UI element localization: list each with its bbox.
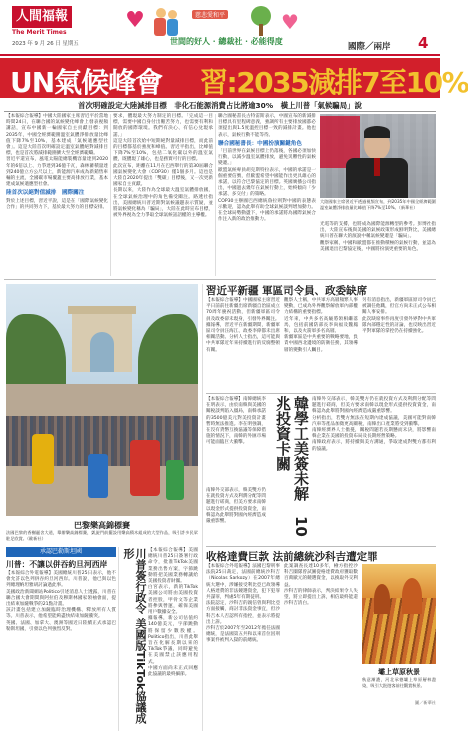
korea-p2: 南韓外交部表示，韓美雙方仍在就投資方式及利潤分配等問題進行磋商，但美方要求南韓以現金形式提供投資資金，南韓認為此舉將對國內經濟造成嚴重影響。 <box>312 397 436 415</box>
sarkozy-p5: 沙科吉的律師表示，判決結果令人失望，將立即提出上訴，相信最終能還沙科吉清白。 <box>284 588 358 607</box>
tiktok-body <box>148 548 198 730</box>
military-headline: 習近平新疆 軍區司令員、政委缺席 <box>206 285 368 297</box>
heart-icon-right: ♥ <box>281 10 299 34</box>
lead-col-2 <box>113 114 213 276</box>
sarkozy-p2: 法院認定，沙科吉的親信曾與利比亞方面接觸，商討非法資金事宜，但沙科吉本人否認所有指控，並表示將提出上訴。 <box>206 601 280 625</box>
paris-photo <box>6 284 198 516</box>
trump-label-text: 承認巴勒斯坦國 <box>39 548 82 555</box>
trump-body <box>6 571 116 731</box>
banner-slogan: 世間的好人 · 總裁社 · 必能得度 <box>170 36 283 46</box>
military-p2: 據報導，習近平在新疆期間，新疆軍區司令員汪海江、政委李偉都未出席相關活動。分析人士指出，這可能與中共軍隊近年來持續進行的反腐整頓有關。 <box>206 322 280 353</box>
military-col-1 <box>206 298 280 390</box>
headline-right: 習:2035減排7至10% <box>200 66 468 99</box>
masthead-rule <box>0 54 440 56</box>
lead-p1: 【本報綜合報導】中國大陸國家主席習近平於當地時間24日，在聯合國的氣候變化峰會上發表視頻講話，宣布中國新一輪國家自主貢獻目標：到2035年，中國全經濟範圍溫室氣體淨排放量比峰值下降7%至10%，基本建成「氣候適應型社會」。這是大陸首次明確設定溫室氣體絕對減排目標，也是首次將減排範圍擴大至全經濟範疇。 <box>6 114 108 157</box>
korea-p3: 分析指出，若雙方無法在短期內達成協議，美國可能對南韓汽車等產品加徵更高關稅，南韓出口產業將受到衝擊。 <box>312 415 436 427</box>
lead-col-3 <box>218 114 316 276</box>
tiktok-vertical-headline: 川普簽行政令 美國版TikTok協議成形 <box>122 548 147 724</box>
trump-p1: 【本報綜合外電報導】美國總統川普25日表示，他不會允許以色列併吞約旦河西岸。川普說，他已與以色列總理納坦雅胡討論過此事。 <box>6 571 116 589</box>
sarkozy-p4: 此案調查長達10多年，檢方指控沙科吉團隊曾試圖從格達費政府獲取數百萬歐元的競選資金，以換取外交利益。 <box>284 564 358 588</box>
arc-de-triomphe <box>72 306 132 372</box>
lead-p9: 「目前世界在氣候目標上仍落後，各國必須加快行動，以減少溫室氣體排放，避免災難性的氣候變遷。」 <box>218 149 316 167</box>
xi-photo <box>320 114 436 198</box>
lead-p2: 習近平還宣布，風電太陽能總裝機容量達到2020年的6倍以上、力爭達到36億千瓦，森林蓄積量達到240億立方公尺以上，新能源汽車成為新銷售車輛的主流，全國碳市場覆蓋主要高排放行業，基本建成氣候適應型社會。 <box>6 157 108 188</box>
xi-photo-caption: 大陸國家主席習近平透過視頻宣布，到2035年中國全經濟範圍溫室氣體淨排放量比峰值下降7%至10%。（新華社） <box>320 199 436 210</box>
military-p6: 另有消息指出，新疆軍區原司令員已被調任他職，但官方尚未正式公布相關人事安排。 <box>362 298 436 316</box>
issue-date: 2023 年 9 月 26 日 星期五 <box>12 41 79 47</box>
paris-caption-title: 巴黎樂高錦標賽 <box>74 521 130 530</box>
tiktok-p3: 據報導，新公司估值約140億美元，字節跳動將保留少數股權。Politico指出，川普此舉旨在化解長期以來的TikTok爭議，同時避免在美國禁止該應用程式。 <box>148 616 198 665</box>
lead-p10: 歐盟氣候專員胡克斯特拉表示，中國的承諾是一個重要信號，但歐盟希望中國能作出更具雄心的承諾，以符合巴黎協定的目標。英國廣播公司指出，中國過去幾年在氣候行動上，始終傾向「少承諾、多交付」的策略。 <box>218 167 316 198</box>
trump-label <box>6 547 116 557</box>
sarkozy-col-1 <box>206 564 280 732</box>
korea-p1b: 南韓外交部表示，韓美雙方仍在就投資方式及利潤分配等問題進行磋商，但美方要求南韓以現金形式提供投資資金，南韓認為此舉將對國內經濟造成嚴重影響。 <box>206 488 266 525</box>
military-col-3 <box>362 298 436 390</box>
page-number: 4 <box>418 34 429 52</box>
masthead <box>0 0 440 56</box>
trump-headline: 川普：不讓以併吞約旦河西岸 <box>6 560 108 569</box>
heart-icon: ♥ <box>125 8 145 33</box>
subhead: 首次明確設定大陸減排目標 非化石能源消費占比將逾30% 橫上川普「氣候騙局」說 <box>78 101 362 110</box>
col-rule <box>118 547 119 731</box>
headline-bar <box>0 58 468 99</box>
paris-caption: 法國巴黎的香榭麗舍大道，舉辦樂高錦標賽，凱旋門前擺設用樂高積木組成的大型作品，吸引許多民眾駐足欣賞。（歐新社） <box>6 530 198 541</box>
section-rule <box>206 546 436 547</box>
family-illustration <box>152 6 182 38</box>
military-p1: 【本報綜合報導】中國國家主席習近平日前前往新疆出席新疆自治區成立70周年慶祝活動，但新疆軍區司令員及政委卻未現身，引發外界關注。 <box>206 298 280 322</box>
section-rule <box>4 279 436 280</box>
col-rule <box>202 284 203 731</box>
col-rule <box>110 114 111 276</box>
lead-p8: 聯合國秘書長古特雷斯表示，中國宣布的新減排目標具有里程碑意義，強調所有主要排放國都必須提出與1.5度溫控目標一致的減排計畫。他也表示，氣候行動不能等待。 <box>218 114 316 138</box>
korea-p1: 【本報綜合報導】南韓總統李在明表示，由於南韓與美國的關稅談判陷入僵局，南韓承諾的3500億美元對美投資計畫暫時無法推進。李在明強調，在沒有貨幣互換協議等保障措施的情況下，南韓的外匯市場可能面臨巨大衝擊。 <box>206 397 266 446</box>
subhead-rule <box>4 111 436 112</box>
banner <box>118 4 308 50</box>
trump-p4: 英國、法國、加拿大、澳洲等國近日陸續正式承認巴勒斯坦國，引發以色列強烈反對。 <box>6 620 116 632</box>
korea-vertical-headline: 韓學工美簽未解 10兆投資卡關 <box>274 396 310 537</box>
lead-col-1 <box>6 114 108 276</box>
autumn-credit: 圖／新華社 <box>415 700 436 705</box>
lead-p3: 對於上述目標，習近平說，這是在「國際氣候變化合作」的共同努力下，基於最大努力的目標安排。 <box>6 198 108 210</box>
section-rule <box>206 393 436 394</box>
korea-intro <box>206 397 266 485</box>
logo-text: 人間福報 <box>15 9 68 24</box>
right-top-p1: 光電等的支撐，也將成為國際能源轉型的參考。彭博社指出，大陸宣布後與美國的氣候政策形成鮮明對比，美國總統川普在聯大的演說中稱氣候變遷是「騙局」。 <box>320 222 436 240</box>
tiktok-p2: 白宮表示，新的TikTok美國公司將由美國投資者控股，甲骨文等企業將參與營運，確保美國用戶數據安全。 <box>148 585 198 616</box>
trump-p2: 美國政治新聞網站Politico引述消息人士透露，川普在聯合國大會期間與阿拉伯及穆斯林國家領袖會面，提出結束加薩戰爭的21點計畫。 <box>6 589 116 608</box>
military-p7: 此次缺席事件再度引發外界對中共軍隊內部穩定性的討論，也反映出習近平對軍隊的掌控仍在持續強化。 <box>362 316 436 335</box>
korea-col-1b <box>206 488 266 543</box>
right-top-col <box>320 222 436 276</box>
korea-p4: 南韓經濟界人士擔憂，關稅問題若長期懸而未決，將影響南韓企業在美國的投資布局及長期經營策略。 <box>312 428 436 440</box>
korea-col-2 <box>312 397 436 543</box>
lead-p5: 這是大陸首次給中短期絕對量減排目標，而此前的目標都基於強度和峰值。習近平指出，比峰值下降7%至10%，包括二氧化碳以外的溫室氣體，既體現了雄心，也是務實可行的目標。 <box>113 138 213 163</box>
korea-p5: 南韓政府表示，將持續與美方溝通，爭取達成對雙方都有利的協議。 <box>312 440 436 452</box>
tree-icon <box>248 6 274 36</box>
sarkozy-p1: 【本報綜合外電報導】法國巴黎刑事法院25日裁定，法國前總統沙科吉（Nicolas Sarkozy）在2007年總統大選中，涉嫌接受利比亞已故領導人格達費的非法競選資金，犯下犯罪共謀罪，判處5年有期徒刑。 <box>206 564 280 601</box>
col-rule <box>215 114 216 276</box>
autumn-caption: 秋意漸濃，河北承德壩上草原層林盡染，吸引大批遊客前往觀賞秋景。 <box>362 677 436 688</box>
lead-p4: 要求，體現最大努力制定的目標。「完成這一目標，需要中國自身付出艱苦努力，也需要有利和開放的國際環境。我們有決心、有信心兌現承諾。」 <box>113 114 213 138</box>
right-top-p2: 觀察家稱，中國和歐盟都在推動積極的氣候行動，並認為美國退出巴黎協定後，中國將扮演更重要的角色。 <box>320 240 436 252</box>
sarkozy-p3: 沙科吉於2007年至2012年擔任法國總統，是法國第五共和以來首位因刑事案件被判入獄的前總統。 <box>206 626 280 644</box>
banner-tag: 慈悲愛和平 <box>192 10 228 19</box>
lead-p11: COP30主辦國巴西總統魯拉則對中國的表態表示歡迎，認為此舉有助全球氣候談判增加動力。在全球局勢動盪下，中國的承諾將為國際氣候合作注入新的政治推動力。 <box>218 198 316 223</box>
headline-left: UN氣候峰會 <box>10 66 163 99</box>
lead-sub2: 聯合國秘書長：中國扮演關鍵角色 <box>218 140 302 147</box>
lead-p7: 長期以來，大陸作為全球最大溫室氣體排放國，在全球氣候治理中的角色備受關注。路透社指出，美國總統川普近期對氣候議題表示質疑，並將氣候變化稱為「騙局」，大陸在此時宣布目標，被外界視為全力爭取全球氣候話語權的主導權。 <box>113 188 213 219</box>
tiktok-p4: 中國方面尚未正式回應此協議的最終細節。 <box>148 665 198 678</box>
logo <box>12 6 72 28</box>
military-col-2 <box>284 298 358 390</box>
lead-sub1: 陸首次以絕對值減排 國際關注 <box>6 190 85 197</box>
section-label: 國際／兩岸 <box>348 42 391 52</box>
military-p5: 新疆軍區是中共重要的戰略要地，負責中國西北邊境的防衛任務，其領導層的變動引人矚目。 <box>284 335 358 353</box>
military-p4: 近年來，中共多名高級將領相繼落馬，包括前國防部長李尚福及魏鳳和，以及火箭軍多名高層。 <box>284 316 358 335</box>
military-p3: 觀察人士稱，中共軍方高層頻繁人事變動，已成為外界觀察解放軍內部權力結構的重要指標。 <box>284 298 358 316</box>
trump-p3: 該計畫包括建立加薩臨時治理機構、釋放所有人質等。川普表示，他希望能夠盡快結束加薩衝突。 <box>6 608 116 620</box>
logo-sub: The Merit Times <box>12 29 67 36</box>
autumn-caption-title: 壩上草原秋景 <box>378 668 420 676</box>
sarkozy-headline: 收格達費巨款 法前總統沙科吉遭定罪 <box>206 551 378 563</box>
tiktok-p1: 【本報綜合報導】美國總統川普25日簽署行政命令，批准TikTok美國業務出售方案，字節跳動將把美國業務轉讓給美國投資者財團。 <box>148 548 198 585</box>
lead-p6: 此次宣布，距離在11月在巴西舉行的第30屆聯合國氣候變化大會（COP30）僅1個多月。這也是大陸自2020年提出「雙碳」目標後，又一次更新國家自主貢獻。 <box>113 163 213 188</box>
sarkozy-col-2 <box>284 564 358 732</box>
autumn-photo <box>362 564 436 664</box>
